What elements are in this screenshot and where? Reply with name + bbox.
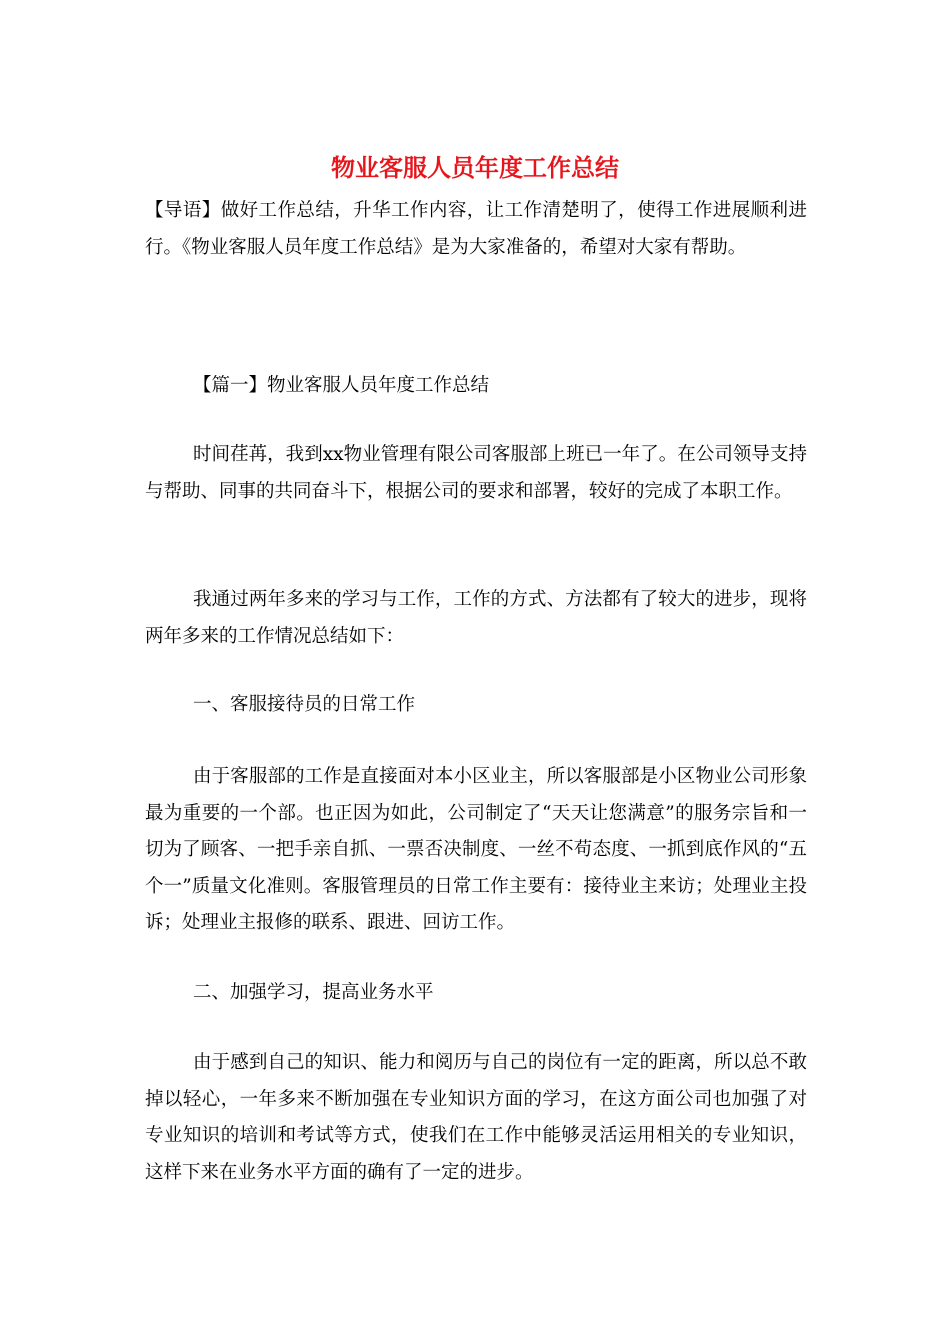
intro-paragraph: 【导语】做好工作总结，升华工作内容，让工作清楚明了，使得工作进展顺利进行。《物业客服人员年度工作总结》是为大家准备的，希望对大家有帮助。 [145, 200, 807, 258]
subheading: 二、加强学习，提高业务水平 [193, 982, 434, 1003]
body-paragraph: 由于感到自己的知识、能力和阅历与自己的岗位有一定的距离，所以总不敢掉以轻心，一年多来不断加强在专业知识方面的学习，在这方面公司也加强了对专业知识的培训和考试等方式，使我们在工作中能够灵活运用相关的专业知识，这样下来在业务水平方面的确有了一定的进步。 [145, 1052, 807, 1183]
body-paragraph: 我通过两年多来的学习与工作，工作的方式、方法都有了较大的进步，现将两年多来的工作情况总结如下： [145, 589, 807, 647]
body-paragraph: 时间荏苒，我到xx物业管理有限公司客服部上班已一年了。在公司领导支持与帮助、同事的共同奋斗下，根据公司的要求和部署，较好的完成了本职工作。 [145, 444, 807, 502]
document-title: 物业客服人员年度工作总结 [331, 153, 619, 182]
section-title: 【篇一】物业客服人员年度工作总结 [193, 375, 490, 396]
subheading: 一、客服接待员的日常工作 [193, 694, 416, 715]
body-paragraph: 由于客服部的工作是直接面对本小区业主，所以客服部是小区物业公司形象最为重要的一个部。也正因为如此，公司制定了“天天让您满意”的服务宗旨和一切为了顾客、一把手亲自抓、一票否决制度、一丝不苟态度、一抓到底作风的“五个一”质量文化准则。客服管理员的日常工作主要有：接待业主来访；处理业主投诉；处理业主报修的联系、跟进、回访工作。 [145, 766, 807, 933]
